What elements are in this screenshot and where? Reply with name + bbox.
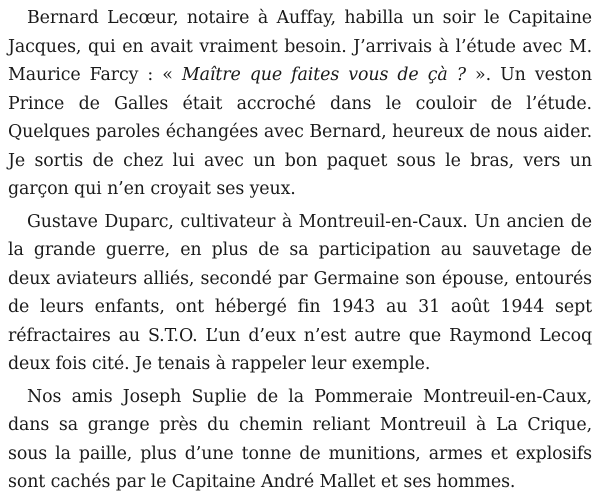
paragraph-lecoeur-text-end: ». Un veston Prince de Galles était accroché dans le couloir de l’étude. Quelques paroles échangées avec Bernard, heureux de nous aider. Je sortis de chez lui avec un bon paquet sous le bras, vers un garçon qui n’en croyait ses yeux. bbox=[8, 65, 592, 199]
paragraph-suplie: Nos amis Joseph Suplie de la Pommeraie Montreuil-en-Caux, dans sa grange près du chemin reliant Montreuil à La Crique, sous la paille, plus d’une tonne de munitions, armes et explosifs sont cachés par le Capitaine André Mallet et ses hommes. bbox=[8, 386, 592, 492]
paragraph-duparc: Gustave Duparc, cultivateur à Montreuil-en-Caux. Un ancien de la grande guerre, en plus de sa participation au sauvetage de deux aviateurs alliés, secondé par Germaine son épouse, entourés de leurs enfants, ont hébergé fin 1943 au 31 août 1944 sept réfractaires au S.T.O. L’un d’eux n’est autre que Raymond Lecoq deux fois cité. Je tenais à rappeler leur exemple. bbox=[8, 211, 592, 374]
italic-quote: Maître que faites vous de çà ? bbox=[181, 65, 476, 85]
paragraph-lecoeur-text-start: Bernard Lecœur, notaire à Auffay, habilla un soir le Capitaine Jacques, qui en avait vraiment besoin. J’arrivais à l’étude avec M. Maurice Farcy : « bbox=[8, 8, 592, 85]
paragraph-lecoeur bbox=[8, 4, 592, 204]
